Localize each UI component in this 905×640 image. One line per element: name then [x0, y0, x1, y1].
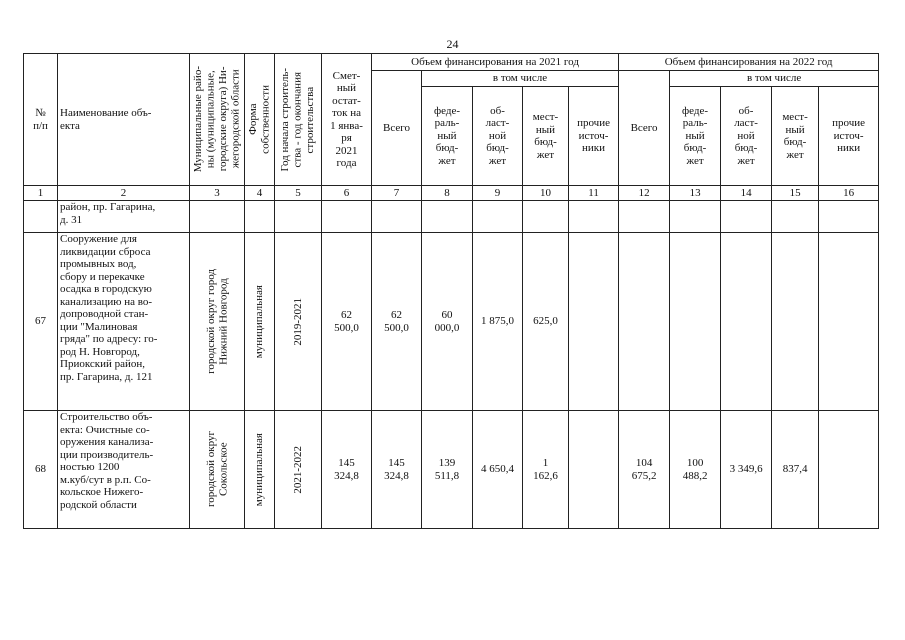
cell-local-2021: 625,0	[523, 233, 569, 411]
header-years-text: Год начала строитель- ства - год окончания строительства	[279, 67, 317, 172]
row-ownership	[245, 201, 275, 233]
cell-total-2021: 145 324,8	[372, 411, 422, 529]
header-total-2021: Всего	[372, 71, 422, 186]
header-fin-2021: Объем финансирования на 2021 год	[372, 54, 619, 71]
row-ownership-text: муниципальная	[253, 432, 266, 507]
col-number: 8	[422, 186, 473, 201]
header-row-1	[24, 54, 879, 71]
cell-federal-2022	[670, 233, 721, 411]
header-name: Наименование объ- екта	[58, 54, 190, 186]
col-number: 4	[245, 186, 275, 201]
header-num: № п/п	[24, 54, 58, 186]
cell-other-2021	[569, 411, 619, 529]
col-number: 9	[473, 186, 523, 201]
col-number: 15	[772, 186, 819, 201]
cell	[322, 201, 372, 233]
header-federal-2022: феде- раль- ный бюд- жет	[670, 87, 721, 186]
header-regional-2022: об- ласт- ной бюд- жет	[721, 87, 772, 186]
header-incl-2021: в том числе	[422, 71, 619, 87]
header-total-2022: Всего	[619, 71, 670, 186]
cell-local-2021: 1 162,6	[523, 411, 569, 529]
cell-federal-2021: 139 511,8	[422, 411, 473, 529]
cell-total-2022	[619, 233, 670, 411]
cell-regional-2021: 1 875,0	[473, 233, 523, 411]
cell-total-2022: 104 675,2	[619, 411, 670, 529]
header-district	[190, 54, 245, 186]
cell-balance: 62 500,0	[322, 233, 372, 411]
header-other-2022: прочие источ- ники	[819, 87, 879, 186]
col-number: 5	[275, 186, 322, 201]
header-balance: Смет- ный остат- ток на 1 янва- ря 2021 года	[322, 54, 372, 186]
table-row	[24, 233, 879, 411]
col-number: 2	[58, 186, 190, 201]
row-district	[190, 411, 245, 529]
row-district-text: городской округ Сокольское	[204, 431, 229, 508]
col-number: 6	[322, 186, 372, 201]
col-number: 3	[190, 186, 245, 201]
header-district-text: Муниципальные райо- ны (муниципальные, городские округа) Ни- жегородской области	[192, 66, 242, 173]
cell-local-2022	[772, 233, 819, 411]
row-years	[275, 233, 322, 411]
col-number: 16	[819, 186, 879, 201]
cell	[569, 201, 619, 233]
col-number: 11	[569, 186, 619, 201]
header-federal-2021: феде- раль- ный бюд- жет	[422, 87, 473, 186]
row-years-text: 2019-2021	[291, 297, 304, 346]
col-number: 13	[670, 186, 721, 201]
row-ownership	[245, 233, 275, 411]
cell	[372, 201, 422, 233]
header-ownership	[245, 54, 275, 186]
cell-federal-2021: 60 000,0	[422, 233, 473, 411]
cell	[473, 201, 523, 233]
row-ownership-text: муниципальная	[253, 284, 266, 359]
cell-regional-2021: 4 650,4	[473, 411, 523, 529]
header-local-2022: мест- ный бюд- жет	[772, 87, 819, 186]
cell-local-2022: 837,4	[772, 411, 819, 529]
header-local-2021: мест- ный бюд- жет	[523, 87, 569, 186]
row-num	[24, 201, 58, 233]
cell-regional-2022: 3 349,6	[721, 411, 772, 529]
cell	[772, 201, 819, 233]
col-number: 10	[523, 186, 569, 201]
cell	[422, 201, 473, 233]
row-name: Сооружение для ликвидации сброса промывных вод, сбору и перекачке осадка в городскую канализацию на во- допроводной стан- ции "Малиновая гряда" по адресу: го- род Н. Новгород, Приокский район, пр. Гагарина, д. 121	[58, 233, 190, 411]
financing-table	[23, 53, 879, 529]
cell	[670, 201, 721, 233]
header-years	[275, 54, 322, 186]
row-district	[190, 233, 245, 411]
row-district	[190, 201, 245, 233]
row-years	[275, 201, 322, 233]
table-row	[24, 411, 879, 529]
cell	[721, 201, 772, 233]
column-numbers-row	[24, 186, 879, 201]
cell-balance: 145 324,8	[322, 411, 372, 529]
header-fin-2022: Объем финансирования на 2022 год	[619, 54, 879, 71]
table-row	[24, 201, 879, 233]
cell	[819, 201, 879, 233]
row-years	[275, 411, 322, 529]
row-num: 68	[24, 411, 58, 529]
cell-other-2021	[569, 233, 619, 411]
header-other-2021: прочие источ- ники	[569, 87, 619, 186]
row-ownership	[245, 411, 275, 529]
header-ownership-text: Форма собственности	[247, 85, 272, 154]
header-regional-2021: об- ласт- ной бюд- жет	[473, 87, 523, 186]
col-number: 1	[24, 186, 58, 201]
cell-total-2021: 62 500,0	[372, 233, 422, 411]
cell-other-2022	[819, 233, 879, 411]
col-number: 14	[721, 186, 772, 201]
cell-other-2022	[819, 411, 879, 529]
page-number: 24	[446, 37, 459, 51]
row-name: район, пр. Гагарина, д. 31	[58, 201, 190, 233]
row-years-text: 2021-2022	[291, 445, 304, 494]
cell-federal-2022: 100 488,2	[670, 411, 721, 529]
cell	[619, 201, 670, 233]
row-name: Строительство объ- екта: Очистные со- оружения канализа- ции производитель- ностью 1200 м.куб/сут в р.п. Со- кольское Нижего- родской области	[58, 411, 190, 529]
col-number: 7	[372, 186, 422, 201]
row-num: 67	[24, 233, 58, 411]
row-district-text: городской округ город Нижний Новгород	[204, 269, 229, 374]
cell	[523, 201, 569, 233]
col-number: 12	[619, 186, 670, 201]
header-incl-2022: в том числе	[670, 71, 879, 87]
cell-regional-2022	[721, 233, 772, 411]
